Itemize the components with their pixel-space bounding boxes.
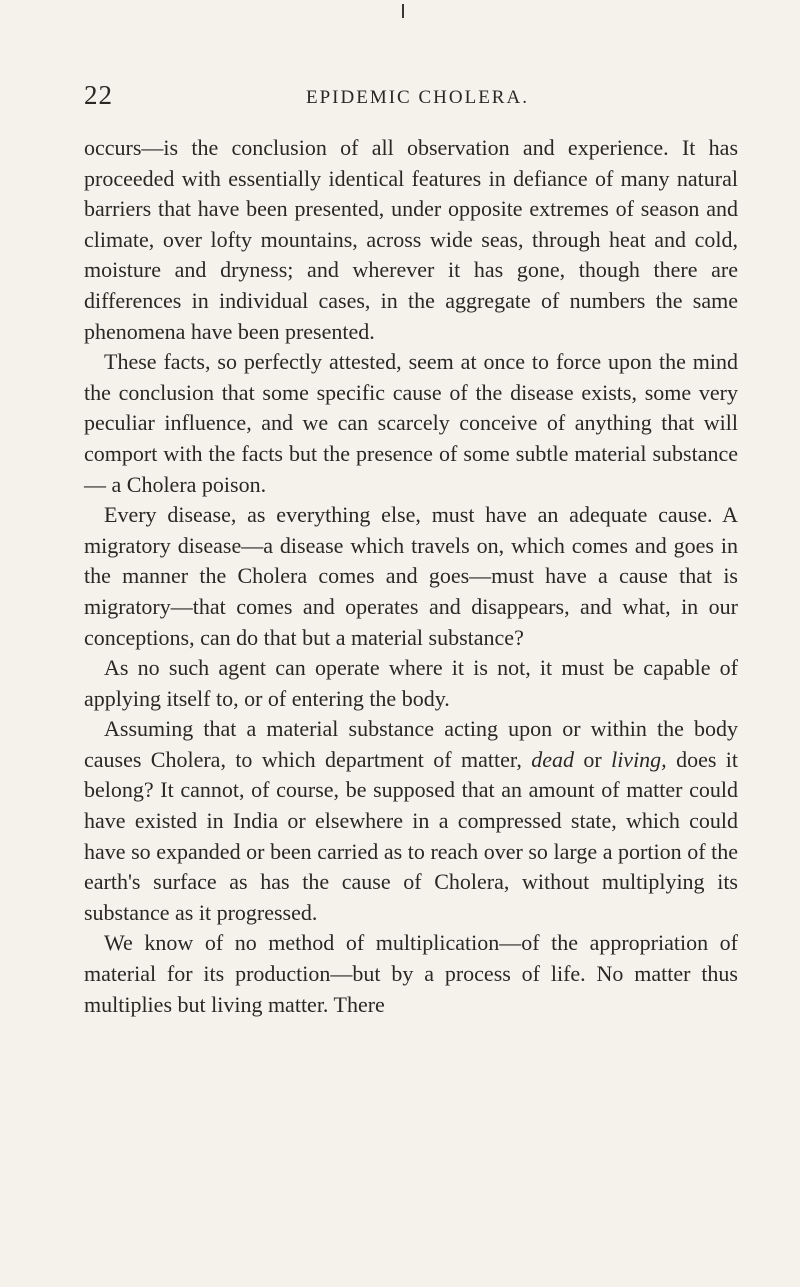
page-number: 22 (84, 80, 113, 110)
running-title: EPIDEMIC CHOLERA. (306, 87, 529, 108)
paragraph-3: Every disease, as everything else, must have an adequate cause. A migratory disease—a disease which travels on, which comes and goes in the manner the Cholera comes and goes—must have a cause that is migratory—that comes and operates and disappears, and what, in our conceptions, can do that but a material substance? (84, 502, 738, 650)
paragraph-1: occurs—is the conclusion of all observation and experience. It has proceeded with essentially identical features in defiance of many natural barriers that have been presented, under opposite extremes of season and climate, over lofty mountains, across wide seas, through heat and cold, moisture and dryness; and wherever it has gone, though there are differences in individual cases, in the aggregate of numbers the same phenomena have been presented. (84, 135, 738, 344)
top-edge-mark (402, 4, 404, 18)
italic-dead: dead (531, 746, 574, 772)
paragraph-5-part-3: does it belong? It cannot, of course, be supposed that an amount of matter could have existed in India or elsewhere in a compressed state, which could have so expanded or been carried as to reach over so large a portion of the earth's surface as has the cause of Cholera, without multiplying its substance as it progressed. (84, 746, 739, 925)
paragraph-5 (84, 714, 738, 928)
italic-living: living, (611, 746, 667, 772)
paragraph-4: As no such agent can operate where it is not, it must be capable of applying itself to, or of entering the body. (84, 655, 738, 711)
paragraph-5-part-1: Assuming that a material substance acting upon or within the body causes Cholera, to which department of matter, (84, 716, 738, 772)
paragraph-5-part-2: or (573, 746, 612, 772)
paragraph-2: These facts, so perfectly attested, seem at once to force upon the mind the conclusion that some specific cause of the disease exists, some very peculiar influence, and we can scarcely conceive of anything that will comport with the facts but the presence of some subtle material substance— a Cholera poison. (84, 349, 738, 497)
paragraph-6: We know of no method of multiplication—of the appropriation of material for its production—but by a process of life. No matter thus multiplies but living matter. There (84, 930, 738, 1017)
body-text (84, 133, 738, 1020)
